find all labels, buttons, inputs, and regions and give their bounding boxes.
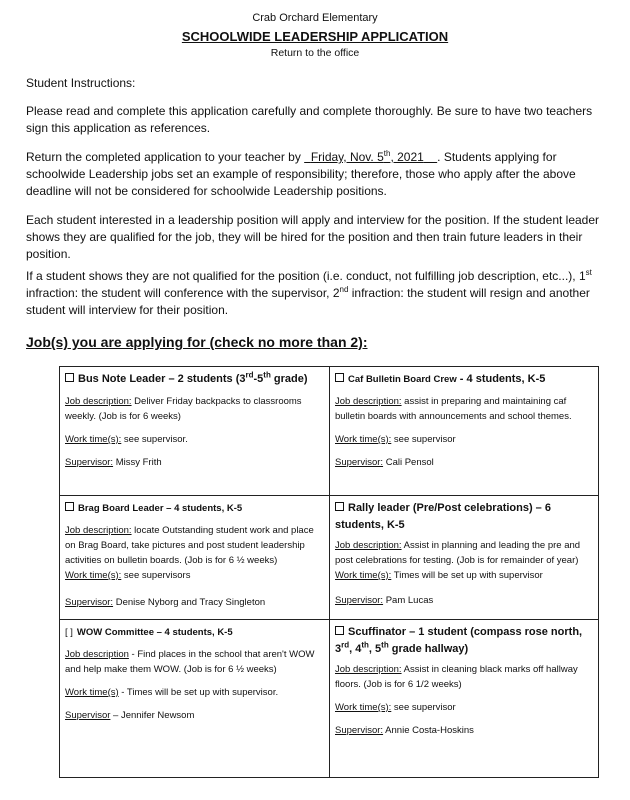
checkbox-icon[interactable]: [65, 373, 74, 382]
job-cell-rally-leader: [330, 496, 598, 620]
job-description: [335, 662, 593, 692]
job-supervisor: [335, 723, 593, 738]
return-note: Return to the office: [270, 47, 360, 59]
job-title: [65, 371, 324, 388]
job-title-text: Bus Note Leader – 2 students (3: [78, 373, 246, 385]
desc-label: Job description:: [335, 664, 402, 675]
supervisor-label: Supervisor: [65, 710, 111, 721]
due-year: , 2021: [390, 150, 424, 164]
desc-text: Assist in planning and leading the pre and post celebrations for testing. (Job is for remainder of year): [335, 540, 581, 566]
job-description: [65, 523, 324, 568]
work-text: see supervisor: [391, 434, 456, 445]
return-paragraph: [26, 149, 606, 200]
desc-label: Job description: [65, 649, 129, 660]
job-title-text: grade): [270, 373, 308, 385]
infraction-text-mid: infraction: the student will conference with the supervisor, 2: [26, 286, 340, 300]
job-description: [65, 647, 324, 677]
infraction-paragraph: [26, 268, 606, 319]
job-supervisor: [335, 593, 593, 608]
checkbox-icon[interactable]: [65, 502, 74, 511]
job-title: [65, 624, 324, 641]
job-title: [65, 500, 324, 517]
job-work-time: [65, 432, 324, 447]
job-title: [335, 371, 593, 388]
job-cell-brag-board-leader: [60, 496, 330, 620]
title-sup: rd: [245, 370, 254, 380]
job-work-time: [335, 568, 593, 583]
infraction-text-end: infraction: the student will resign and another student will interview for their position.: [26, 286, 590, 317]
work-label: Work time(s): [65, 687, 119, 698]
job-cell-scuffinator: [330, 620, 598, 777]
desc-text: locate Outstanding student work and place on Brag Board, take pictures and post student leadership activities on bulletin boards. (Job is for 6 ½ weeks): [65, 525, 314, 566]
supervisor-label: Supervisor:: [335, 457, 384, 468]
job-title-text: Rally leader (Pre/Post celebrations) – 6 students, K-5: [335, 502, 551, 531]
desc-text: assist in preparing and maintaining caf bulletin boards with announcements and school themes.: [335, 396, 572, 422]
instructions-label: Student Instructions:: [26, 76, 136, 90]
job-description: [335, 538, 593, 568]
job-title-text: - 4 students, K-5: [456, 373, 546, 385]
work-label: Work time(s):: [65, 434, 122, 445]
supervisor-text: – Jennifer Newsom: [110, 710, 195, 721]
job-supervisor: [65, 595, 324, 610]
checkbox-bracket[interactable]: [ ]: [65, 627, 73, 638]
job-description: [335, 394, 593, 424]
desc-label: Job description:: [65, 525, 132, 536]
supervisor-text: Missy Frith: [113, 457, 162, 468]
desc-label: Job description:: [335, 540, 402, 551]
desc-text: Deliver Friday backpacks to classrooms weekly. (Job is for 6 weeks): [65, 396, 302, 422]
due-day: Friday, Nov. 5: [310, 150, 384, 164]
sup-2nd: nd: [339, 285, 349, 294]
supervisor-label: Supervisor:: [65, 597, 114, 608]
work-label: Work time(s):: [335, 570, 392, 581]
work-label: Work time(s):: [335, 434, 392, 445]
read-paragraph: Please read and complete this application carefully and complete thoroughly. Be sure to have two teachers sign this application as references.: [26, 104, 593, 135]
job-title-text: , 5: [368, 643, 382, 655]
work-text: see supervisors: [121, 570, 191, 581]
jobs-table: [59, 366, 599, 778]
job-description: [65, 394, 324, 424]
title-sup: th: [381, 640, 389, 650]
title-sup: rd: [341, 640, 350, 650]
job-title-text: Scuffinator – 1 student (compass rose north, 3: [335, 626, 583, 655]
work-text: see supervisor: [391, 702, 456, 713]
supervisor-text: Cali Pensol: [383, 457, 434, 468]
work-text: - Times will be set up with supervisor.: [118, 687, 279, 698]
title-sup: th: [263, 370, 271, 380]
job-title: [335, 624, 593, 658]
desc-text: - Find places in the school that aren't WOW and help make them WOW. (Job is for 6 ½ weeks): [65, 649, 315, 675]
work-label: Work time(s):: [335, 702, 392, 713]
desc-label: Job description:: [65, 396, 132, 407]
job-cell-wow-committee: [60, 620, 330, 777]
job-title-text: grade hallway): [388, 643, 469, 655]
job-work-time: [335, 700, 593, 715]
job-title-text: , 4: [349, 643, 362, 655]
job-cell-bus-note-leader: [60, 367, 330, 496]
school-name: Crab Orchard Elementary: [252, 12, 378, 24]
desc-text: Assist in cleaning black marks off hallway floors. (Job is for 6 1/2 weeks): [335, 664, 578, 690]
work-label: Work time(s):: [65, 570, 122, 581]
desc-label: Job description:: [335, 396, 402, 407]
job-work-time: [65, 685, 324, 700]
job-title-text: Caf Bulletin Board Crew: [348, 374, 457, 385]
supervisor-text: Pam Lucas: [383, 595, 434, 606]
job-title-text: Brag Board Leader – 4 students, K-5: [78, 503, 243, 514]
job-work-time: [65, 568, 324, 583]
supervisor-label: Supervisor:: [65, 457, 114, 468]
return-text: Return the completed application to your teacher by: [26, 150, 305, 164]
job-supervisor: [65, 708, 324, 723]
due-date: [304, 150, 437, 164]
supervisor-text: Denise Nyborg and Tracy Singleton: [113, 597, 266, 608]
supervisor-text: Annie Costa-Hoskins: [383, 725, 474, 736]
checkbox-icon[interactable]: [335, 626, 344, 635]
checkbox-icon[interactable]: [335, 502, 344, 511]
job-work-time: [335, 432, 593, 447]
supervisor-label: Supervisor:: [335, 595, 384, 606]
job-supervisor: [335, 455, 593, 470]
interview-paragraph: Each student interested in a leadership position will apply and interview for the position. If the student leader shows they are qualified for the job, they will be hired for the position and then train future leaders in their position.: [26, 213, 600, 261]
work-text: Times will be set up with supervisor: [391, 570, 543, 581]
checkbox-icon[interactable]: [335, 373, 344, 382]
supervisor-label: Supervisor:: [335, 725, 384, 736]
job-title-text: -5: [253, 373, 264, 385]
due-sup: th: [383, 149, 391, 158]
job-cell-caf-bulletin-board-crew: [330, 367, 598, 496]
return-text-end: . Students applying for schoolwide Leadership jobs set an example of responsibility; therefore, those who apply after the above deadline will not be considered for schoolwide Leadership positions.: [26, 150, 576, 198]
sup-1st: st: [585, 268, 592, 277]
job-supervisor: [65, 455, 324, 470]
work-text: see supervisor.: [121, 434, 188, 445]
page-title: SCHOOLWIDE LEADERSHIP APPLICATION: [181, 29, 449, 44]
job-title: [335, 500, 593, 534]
title-sup: th: [361, 640, 369, 650]
job-title-text: WOW Committee – 4 students, K-5: [76, 627, 233, 638]
infraction-text: If a student shows they are not qualified for the position (i.e. conduct, not fulfilling job description, etc...), 1: [26, 269, 586, 283]
jobs-heading: Job(s) you are applying for (check no more than 2):: [26, 334, 368, 350]
